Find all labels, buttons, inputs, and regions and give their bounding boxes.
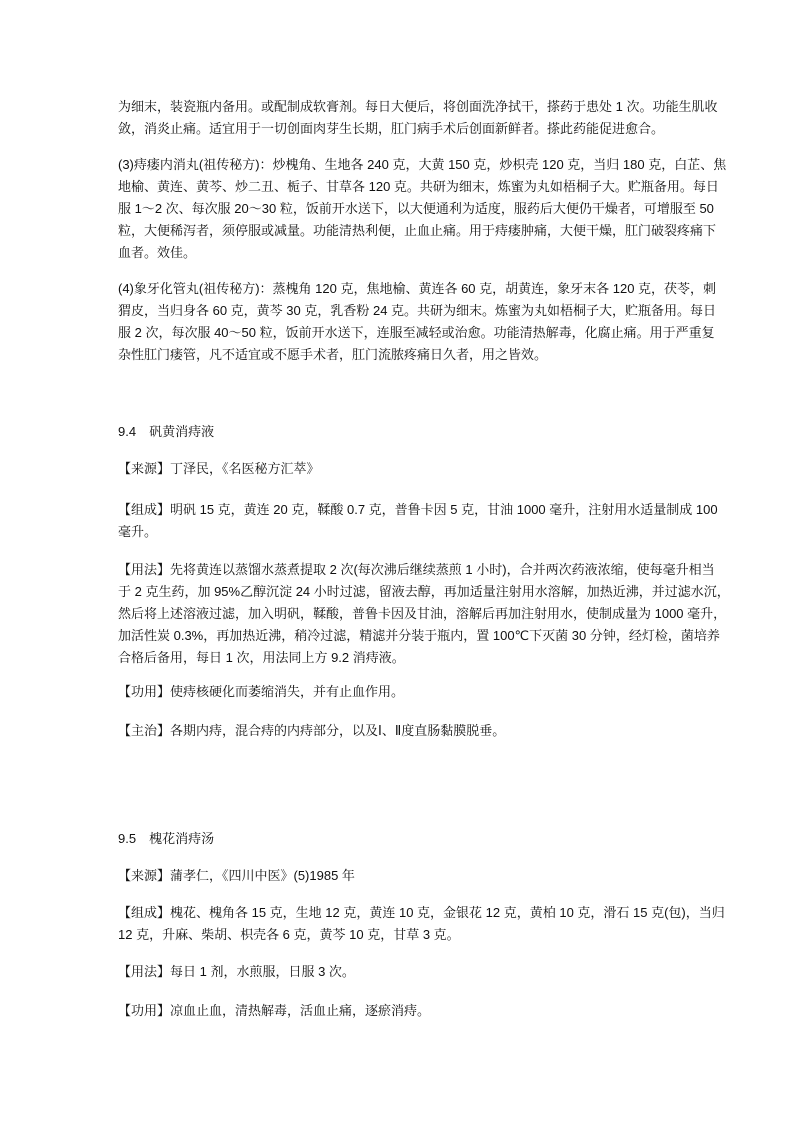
text-line: 【组成】槐花、槐角各 15 克，生地 12 克，黄连 10 克，金银花 12 克，黄柏 10 克，滑石 15 克(包)，当归 bbox=[118, 905, 725, 920]
section-9-4-usage bbox=[118, 559, 730, 669]
recipe-4-paragraph bbox=[118, 278, 717, 366]
text-line: 【用法】先将黄连以蒸馏水蒸煮提取 2 次(每次沸后继续蒸煎 1 小时)，合并两次药液浓缩，使每毫升相当 bbox=[118, 562, 715, 577]
text-line: 猬皮，当归身各 60 克，黄芩 30 克，乳香粉 24 克。共研为细末。炼蜜为丸如梧桐子大，贮瓶备用。每日 bbox=[118, 303, 717, 318]
section-9-5-heading bbox=[118, 828, 678, 850]
text-line: 地榆、黄连、黄芩、炒二丑、栀子、甘草各 120 克。共研为细末，炼蜜为丸如梧桐子大。贮瓶备用。每日 bbox=[118, 179, 719, 194]
section-title: 9.5 槐花消痔汤 bbox=[118, 831, 215, 846]
text-line: 敛，消炎止痛。适宜用于一切创面肉芽生长期，肛门病手术后创面新鲜者。搽此药能促进愈合。 bbox=[118, 121, 665, 136]
section-9-4-indication bbox=[118, 720, 678, 742]
text-line: 粒，大便稀泻者，须停服或减量。功能清热利便，止血止痛。用于痔瘘肿痛，大便干燥，肛门破裂疼痛下 bbox=[118, 223, 717, 238]
text-line: (3)痔瘘内消丸(祖传秘方)：炒槐角、生地各 240 克，大黄 150 克，炒枳壳 120 克，当归 180 克，白芷、焦 bbox=[118, 157, 727, 172]
section-9-4-composition bbox=[118, 499, 718, 543]
text-line: 合格后备用，每日 1 次，用法同上方 9.2 消痔液。 bbox=[118, 650, 405, 665]
text-line: 杂性肛门瘘管，凡不适宜或不愿手术者，肛门流脓疼痛日久者，用之皆效。 bbox=[118, 347, 548, 362]
text-line: 于 2 克生药，加 95%乙醇沉淀 24 小时过滤，留液去醇，再加适量注射用水溶解，加热近沸，并过滤水沉， bbox=[118, 584, 730, 599]
recipe-3-paragraph bbox=[118, 154, 727, 264]
text-line: 【功用】凉血止血，清热解毒，活血止痛，逐瘀消痔。 bbox=[118, 1003, 431, 1018]
text-line: 毫升。 bbox=[118, 524, 158, 539]
text-line: 为细末，装瓷瓶内备用。或配制成软膏剂。每日大便后，将创面洗净拭干，搽药于患处 1 次。功能生肌收 bbox=[118, 99, 718, 114]
text-line: 服 1～2 次、每次服 20～30 粒，饭前开水送下，以大便通利为适度，服药后大便仍干燥者，可增服至 50 bbox=[118, 201, 714, 216]
section-title: 9.4 矾黄消痔液 bbox=[118, 424, 215, 439]
text-line: 【组成】明矾 15 克，黄连 20 克，鞣酸 0.7 克，普鲁卡因 5 克，甘油 1000 毫升，注射用水适量制成 100 bbox=[118, 502, 718, 517]
text-line: 【来源】蒲孝仁，《四川中医》(5)1985 年 bbox=[118, 868, 355, 883]
text-line: 然后将上述溶液过滤，加入明矾，鞣酸，普鲁卡因及甘油，溶解后再加注射用水，使制成量为 1000 毫升， bbox=[118, 606, 727, 621]
section-9-5-source bbox=[118, 865, 678, 887]
intro-paragraph bbox=[118, 96, 718, 140]
section-9-5-function bbox=[118, 1000, 678, 1022]
section-9-4-source bbox=[118, 458, 678, 480]
text-line: 【功用】使痔核硬化而萎缩消失，并有止血作用。 bbox=[118, 684, 405, 699]
section-9-4-heading bbox=[118, 421, 678, 443]
text-line: 【主治】各期内痔，混合痔的内痔部分，以及Ⅰ、Ⅱ度直肠黏膜脱垂。 bbox=[118, 723, 506, 738]
text-line: 服 2 次，每次服 40～50 粒，饭前开水送下，连服至减轻或治愈。功能清热解毒，化腐止痛。用于严重复 bbox=[118, 325, 715, 340]
text-line: 【用法】每日 1 剂，水煎服，日服 3 次。 bbox=[118, 964, 355, 979]
text-line: (4)象牙化管丸(祖传秘方)：蒸槐角 120 克，焦地榆、黄连各 60 克，胡黄连，象牙末各 120 克，茯苓，刺 bbox=[118, 281, 717, 296]
section-9-5-composition bbox=[118, 902, 725, 946]
text-line: 加活性炭 0.3%，再加热近沸，稍冷过滤，精滤并分装于瓶内，置 100℃下灭菌 30 分钟，经灯检，菌培养 bbox=[118, 628, 720, 643]
text-line: 血者。效佳。 bbox=[118, 245, 197, 260]
section-9-5-usage bbox=[118, 961, 678, 983]
text-line: 【来源】丁泽民，《名医秘方汇萃》 bbox=[118, 461, 320, 476]
section-9-4-function bbox=[118, 681, 678, 703]
text-line: 12 克，升麻、柴胡、枳壳各 6 克，黄芩 10 克，甘草 3 克。 bbox=[118, 927, 460, 942]
